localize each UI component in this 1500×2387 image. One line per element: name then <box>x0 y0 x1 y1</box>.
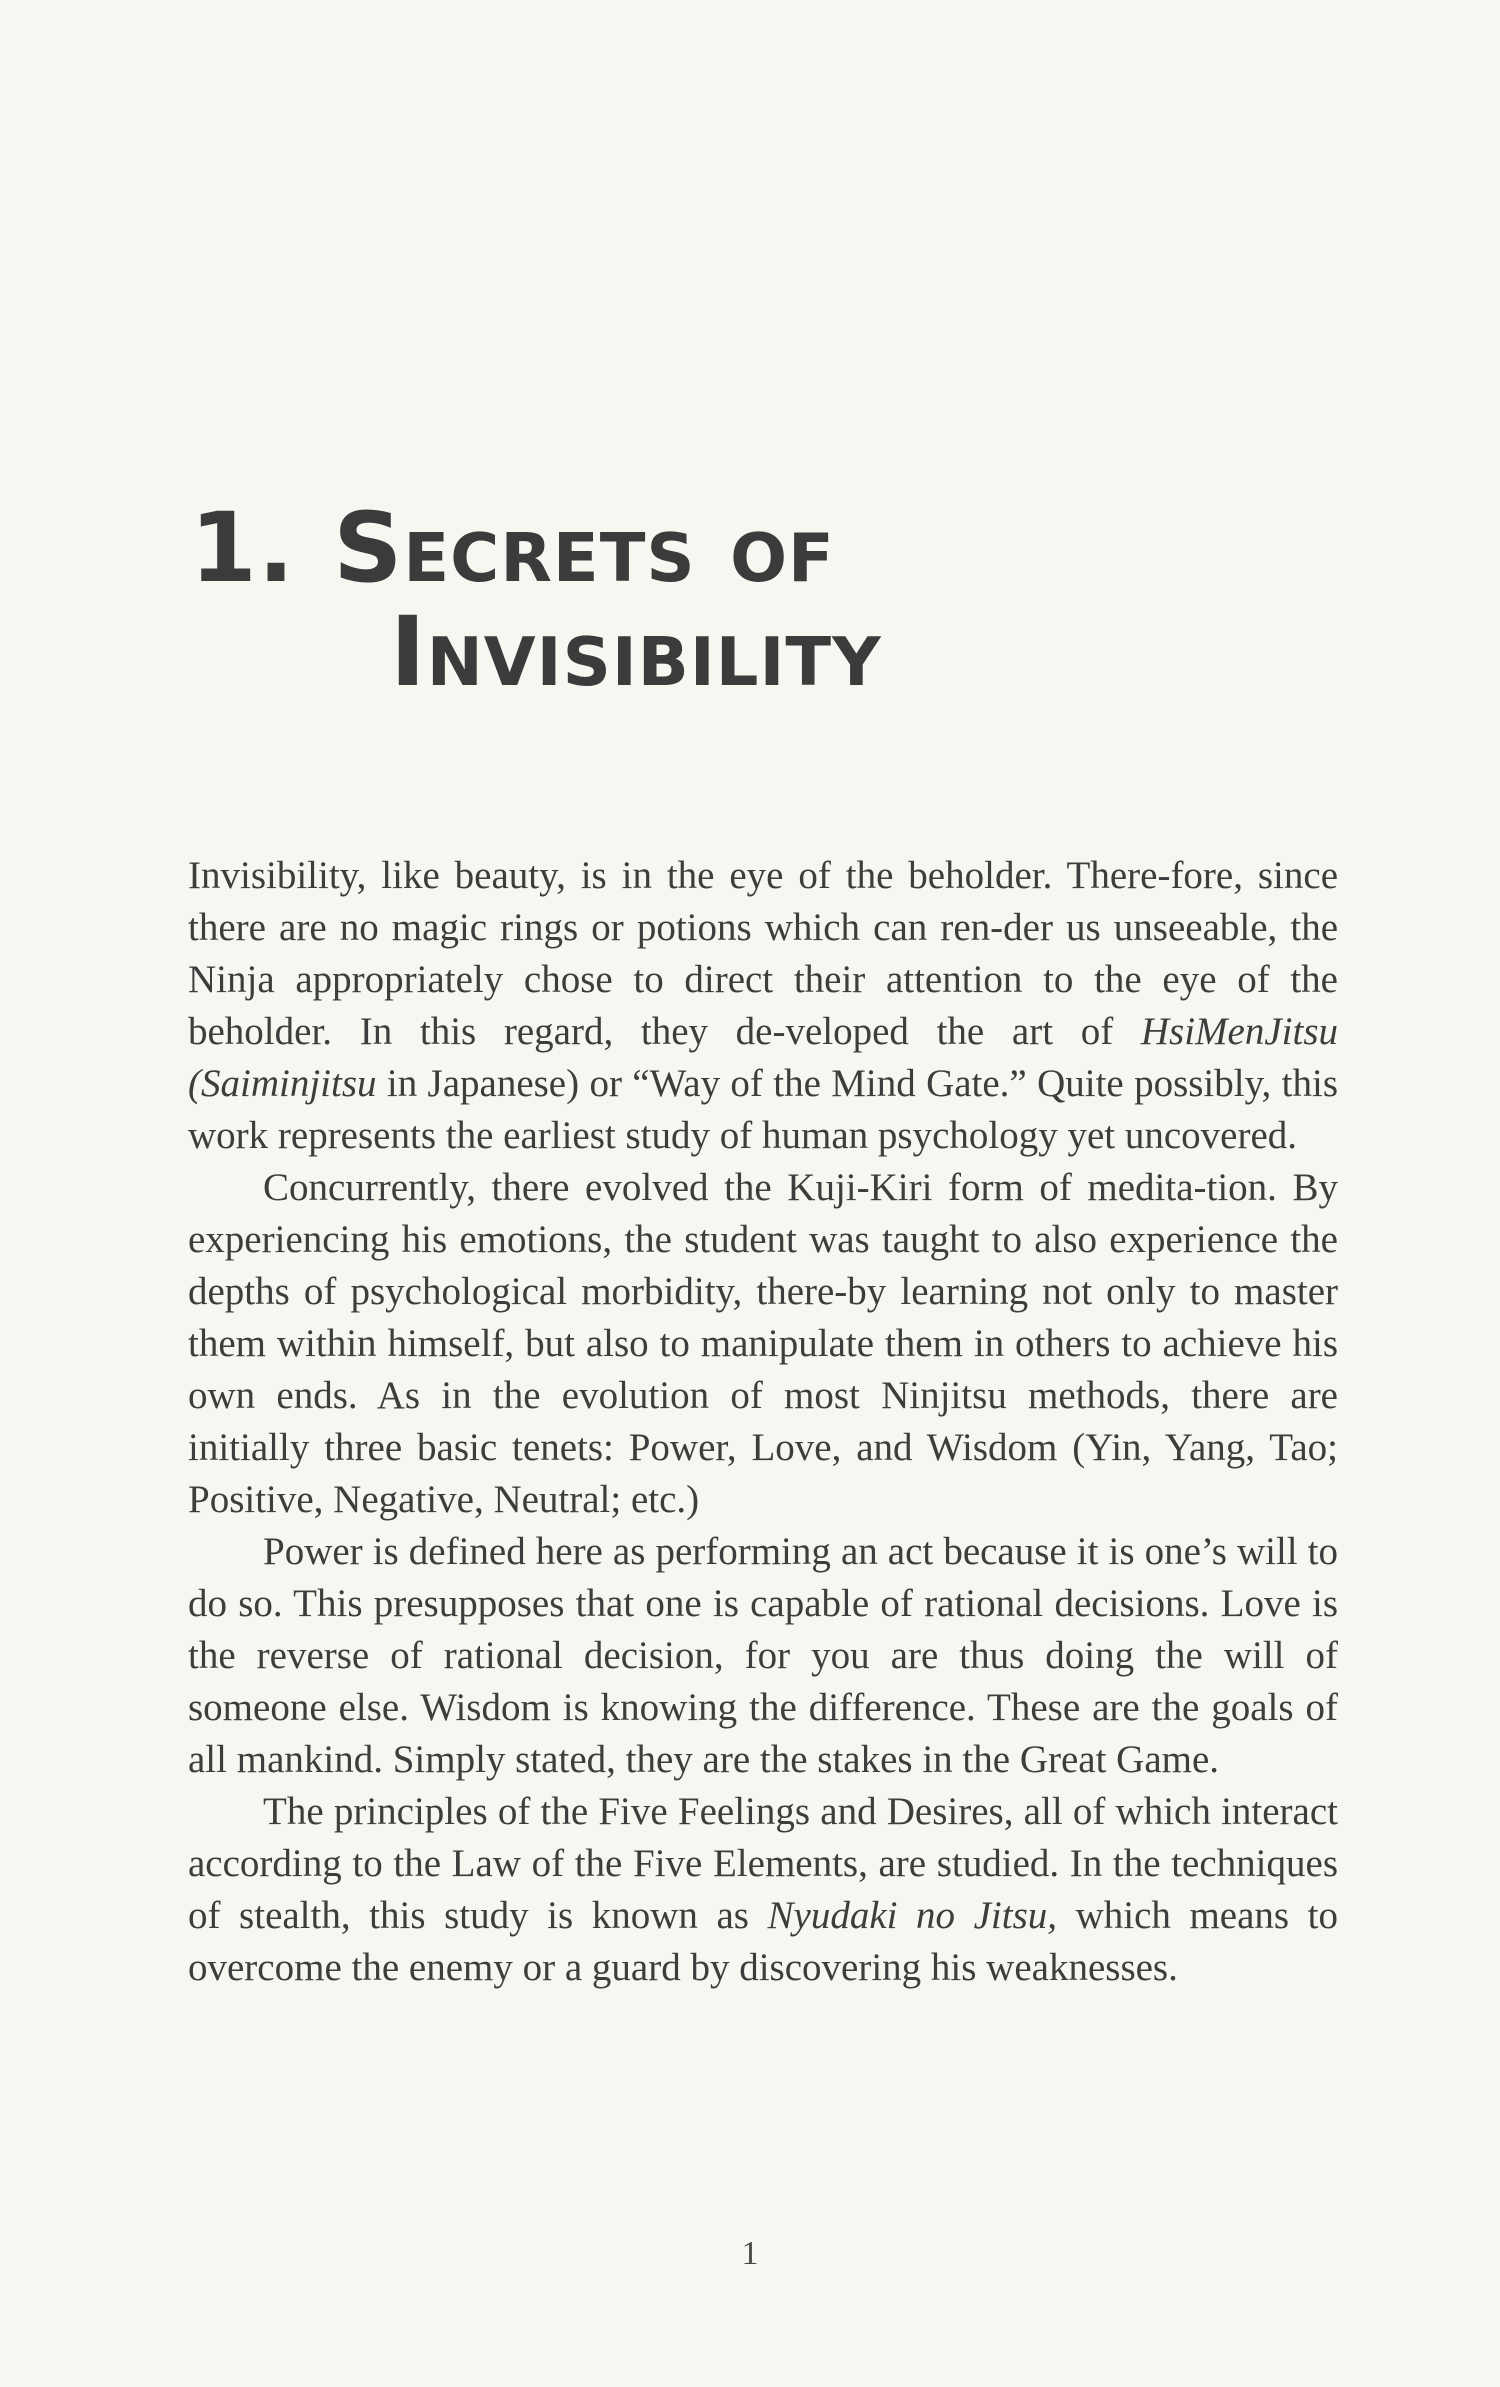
paragraph <box>188 1162 1338 1526</box>
paragraph <box>188 850 1338 1162</box>
text-run: which means to overcome the enemy or a guard by discovering his weaknesses. <box>188 1894 1338 1989</box>
page-number: 1 <box>741 2235 759 2272</box>
chapter-heading <box>190 492 1090 708</box>
text-run: The principles of the Five Feelings and Desires, all of which interact according to the Law of the Five Elements, are studied. In the techniques of stealth, this study is known as <box>188 1790 1338 1937</box>
paragraph <box>188 1526 1338 1786</box>
text-run: in Japanese) or “Way of the Mind Gate.” Quite possibly, this work represents the earliest study of human psychology yet uncovered. <box>188 1062 1338 1157</box>
italic-term: Nyudaki no Jitsu, <box>767 1894 1058 1937</box>
chapter-title-line-1: Secrets of <box>333 492 835 604</box>
chapter-title-line-2: Invisibility <box>390 596 882 708</box>
text-run: Invisibility, like beauty, is in the eye of the beholder. There-fore, since there are no magic rings or potions which can ren-der us unseeable, the Ninja appropriately chose to direct their attention to the eye of the beholder. In this regard, they de-veloped the art of <box>188 854 1338 1053</box>
chapter-number: 1. <box>190 492 296 604</box>
paragraph <box>188 1786 1338 1994</box>
body-text <box>188 850 1338 1994</box>
text-run: Power is defined here as performing an act because it is one’s will to do so. This presupposes that one is capable of rational decisions. Love is the reverse of rational decision, for you are thus doing the will of someone else. Wisdom is knowing the difference. These are the goals of all mankind. Simply stated, they are the stakes in the Great Game. <box>188 1530 1338 1781</box>
chapter-heading-line-1 <box>190 492 1090 604</box>
italic-term: HsiMenJitsu (Saiminjitsu <box>188 1010 1338 1105</box>
text-run: Concurrently, there evolved the Kuji-Kiri form of medita-tion. By experiencing his emotions, the student was taught to also experience the depths of psychological morbidity, there-by learning not only to master them within himself, but also to manipulate them in others to achieve his own ends. As in the evolution of most Ninjitsu methods, there are initially three basic tenets: Power, Love, and Wisdom (Yin, Yang, Tao; Positive, Negative, Neutral; etc.) <box>188 1166 1338 1521</box>
